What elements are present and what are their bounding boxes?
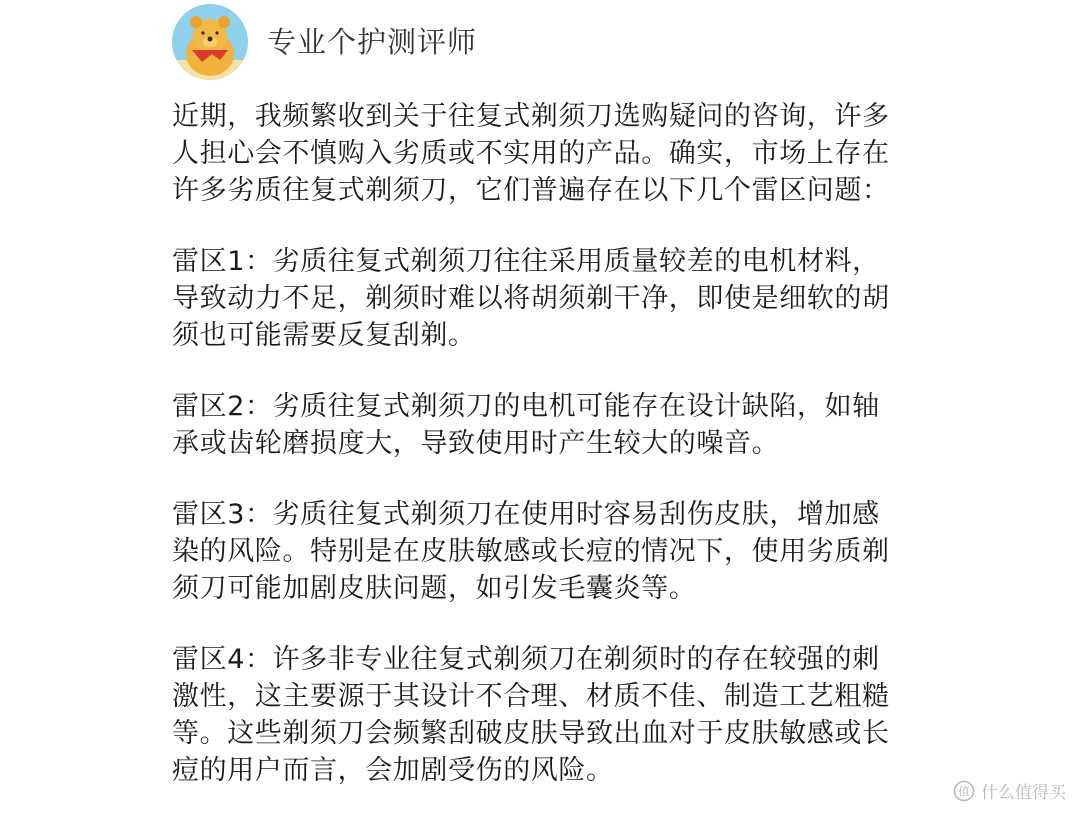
paragraph-line: 许多劣质往复式剃须刀，它们普遍存在以下几个雷区问题： <box>172 175 890 206</box>
author-name[interactable]: 专业个护测评师 <box>267 25 478 59</box>
post-paragraph-pitfall-4 <box>172 641 902 789</box>
svg-text:值: 值 <box>958 784 970 798</box>
post-paragraph-pitfall-2 <box>172 388 902 462</box>
paragraph-line: 染的风险。特别是在皮肤敏感或长痘的情况下，使用劣质剃 <box>172 536 890 567</box>
paragraph-line: 近期，我频繁收到关于往复式剃须刀选购疑问的咨询，许多 <box>172 101 890 132</box>
post-paragraph-pitfall-1 <box>172 243 902 354</box>
post-body <box>172 98 902 823</box>
paragraph-line: 等。这些剃须刀会频繁刮破皮肤导致出血对于皮肤敏感或长 <box>172 718 890 749</box>
zhide-logo-icon <box>953 780 975 802</box>
paragraph-line: 须也可能需要反复刮剃。 <box>172 320 476 351</box>
author-avatar[interactable] <box>172 4 248 80</box>
paragraph-line: 须刀可能加剧皮肤问题，如引发毛囊炎等。 <box>172 573 697 604</box>
watermark-text: 什么值得买 <box>981 783 1066 803</box>
paragraph-line: 雷区2：劣质往复式剃须刀的电机可能存在设计缺陷，如轴 <box>172 391 880 422</box>
watermark <box>953 778 1066 803</box>
paragraph-line: 导致动力不足，剃须时难以将胡须剃干净，即使是细软的胡 <box>172 283 890 314</box>
paragraph-line: 雷区3：劣质往复式剃须刀在使用时容易刮伤皮肤，增加感 <box>172 499 880 530</box>
paragraph-line: 人担心会不慎购入劣质或不实用的产品。确实，市场上存在 <box>172 138 890 169</box>
paragraph-line: 激性，这主要源于其设计不合理、材质不佳、制造工艺粗糙 <box>172 681 890 712</box>
paragraph-line: 承或齿轮磨损度大，导致使用时产生较大的噪音。 <box>172 428 780 459</box>
winnie-the-pooh-avatar-image <box>172 4 248 80</box>
post-paragraph-pitfall-3 <box>172 496 902 607</box>
paragraph-line: 雷区1：劣质往复式剃须刀往往采用质量较差的电机材料， <box>172 246 880 277</box>
paragraph-line: 雷区4：许多非专业往复式剃须刀在剃须时的存在较强的刺 <box>172 644 880 675</box>
post-paragraph-intro <box>172 98 902 209</box>
paragraph-line: 痘的用户而言，会加剧受伤的风险。 <box>172 755 614 786</box>
